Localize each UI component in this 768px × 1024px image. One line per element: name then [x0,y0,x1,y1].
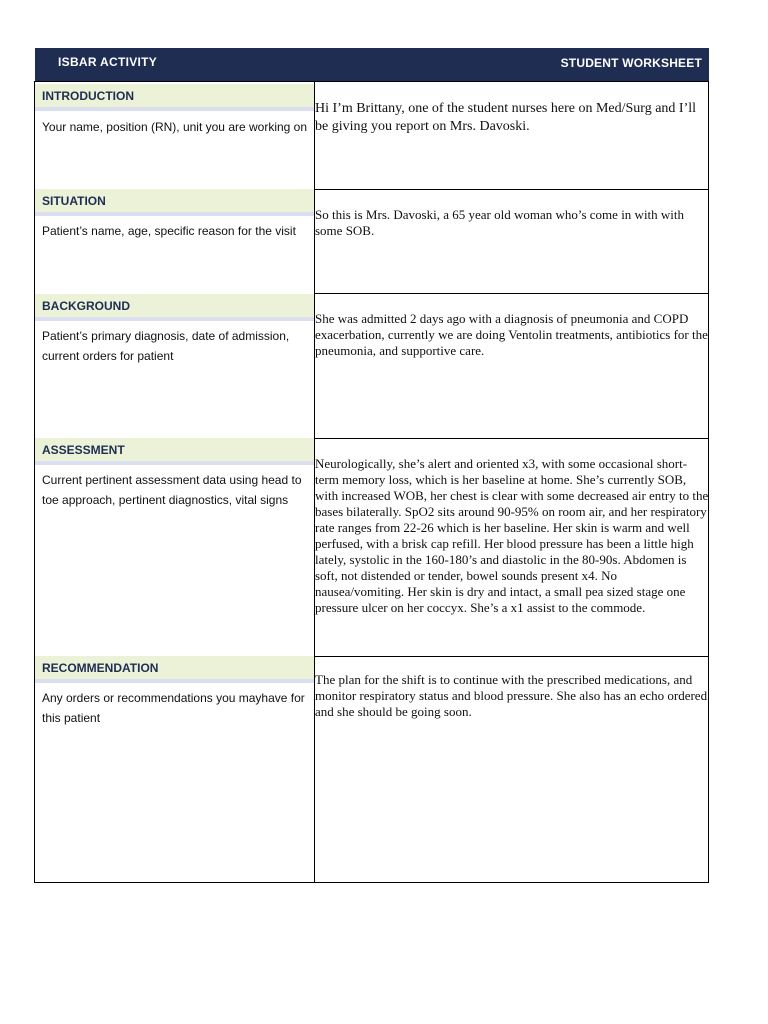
section-label-background [35,294,314,321]
response-background[interactable]: She was admitted 2 days ago with a diagnosis of pneumonia and COPD exacerbation, currently we are doing Ventolin treatments, antibiotics for the pneumonia, and supportive care. [315,311,708,358]
row-divider [314,293,708,294]
section-label-recommendation [35,656,314,683]
row-divider [314,656,708,657]
response-introduction[interactable]: Hi I’m Brittany, one of the student nurses here on Med/Surg and I’ll be giving you report on Mrs. Davoski. [315,101,697,134]
activity-title: ISBAR ACTIVITY [58,55,158,69]
section-prompt: Your name, position (RN), unit you are working on [42,120,308,134]
section-heading: BACKGROUND [42,299,130,313]
response-recommendation[interactable]: The plan for the shift is to continue with the prescribed medications, and monitor respiratory status and blood pressure. She also has an echo ordered and she should be going soon. [315,672,708,719]
worksheet-subtitle: STUDENT WORKSHEET [560,56,702,70]
row-divider [314,438,708,439]
isbar-table [34,81,709,883]
response-assessment[interactable]: Neurologically, she’s alert and oriented x3, with some occasional short-term memory loss, which is her baseline at home. She’s currently SOB, with increased WOB, her chest is clear with some decreased air entry to the bases bilaterally. SpO2 sits around 90-95% on room air, and her respiratory rate ranges from 22-26 which is her baseline. Her skin is warm and well perfused, with a brisk cap refill. Her blood pressure has been a little high lately, systolic in the 160-180’s and diastolic in the 80-90s. Abdomen is soft, not distended or tender, bowel sounds present x4. No nausea/vomiting. Her skin is dry and intact, a small pea sized stage one pressure ulcer on her coccyx. She’s a x1 assist to the commode. [315,456,709,615]
section-prompt: Any orders or recommendations you mayhave for this patient [42,691,305,725]
worksheet-header [35,48,709,81]
section-heading: SITUATION [42,194,106,208]
section-prompt: Patient’s primary diagnosis, date of admission, current orders for patient [42,329,290,363]
response-situation[interactable]: So this is Mrs. Davoski, a 65 year old woman who’s come in with with some SOB. [315,207,685,238]
section-label-introduction [35,84,314,111]
section-prompt: Patient’s name, age, specific reason for the visit [42,224,296,238]
section-heading: INTRODUCTION [42,89,134,103]
row-divider [314,189,708,190]
section-heading: RECOMMENDATION [42,661,159,675]
section-label-situation [35,189,314,216]
section-heading: ASSESSMENT [42,443,125,457]
section-prompt: Current pertinent assessment data using head to toe approach, pertinent diagnostics, vital signs [42,473,302,507]
section-label-assessment [35,438,314,465]
